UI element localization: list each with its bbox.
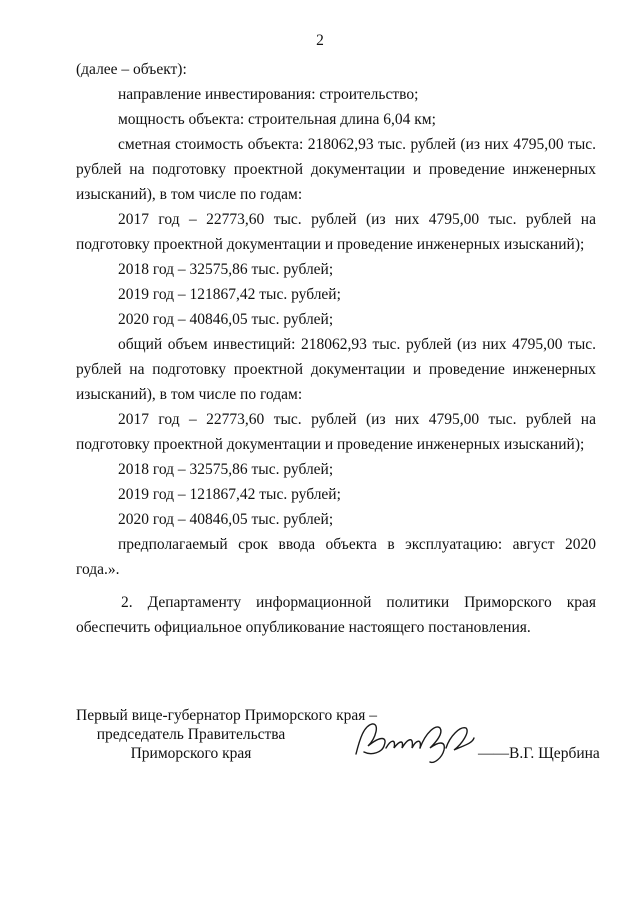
page-number: 2: [316, 32, 324, 49]
handwritten-signature-icon: [350, 718, 480, 766]
paragraph-year-2020: 2020 год – 40846,05 тыс. рублей;: [118, 311, 334, 328]
paragraph-year-2018-b: 2018 год – 32575,86 тыс. рублей;: [118, 461, 334, 478]
paragraph-intro: (далее – объект):: [76, 61, 187, 78]
paragraph-capacity: мощность объекта: строительная длина 6,04 км;: [118, 111, 436, 128]
signatory-title-line-1: Первый вице-губернатор Приморского края –: [76, 707, 378, 724]
paragraph-year-2017-b: 2017 год – 22773,60 тыс. рублей (из них 4795,00 тыс. рублей на подготовку проектной документации и проведение инженерных изысканий);: [76, 411, 596, 453]
paragraph-total-investment: общий объем инвестиций: 218062,93 тыс. рублей (из них 4795,00 тыс. рублей на подготовку проектной документации и проведение инженерных изысканий), в том числе по годам:: [76, 336, 596, 403]
paragraph-year-2019: 2019 год – 121867,42 тыс. рублей;: [118, 286, 341, 303]
paragraph-year-2017: 2017 год – 22773,60 тыс. рублей (из них 4795,00 тыс. рублей на подготовку проектной документации и проведение инженерных изысканий);: [76, 211, 596, 253]
paragraph-commissioning-date: предполагаемый срок ввода объекта в эксплуатацию: август 2020 года.».: [76, 536, 596, 578]
signatory-title-line-2: председатель Правительства: [96, 726, 286, 743]
signatory-title: [76, 706, 378, 763]
signatory-name: ——В.Г. Щербина: [478, 745, 600, 762]
paragraph-estimated-cost: сметная стоимость объекта: 218062,93 тыс. рублей (из них 4795,00 тыс. рублей на подготовку проектной документации и проведение инженерных изысканий), в том числе по годам:: [76, 136, 596, 203]
paragraph-year-2019-b: 2019 год – 121867,42 тыс. рублей;: [118, 486, 341, 503]
signatory-title-line-3: Приморского края: [130, 745, 252, 762]
paragraph-year-2018: 2018 год – 32575,86 тыс. рублей;: [118, 261, 334, 278]
paragraph-year-2020-b: 2020 год – 40846,05 тыс. рублей;: [118, 511, 334, 528]
paragraph-publication-order: 2. Департаменту информационной политики Приморского края обеспечить официальное опубликование настоящего постановления.: [76, 594, 596, 636]
document-body: [76, 57, 596, 640]
paragraph-direction: направление инвестирования: строительство;: [118, 86, 419, 103]
